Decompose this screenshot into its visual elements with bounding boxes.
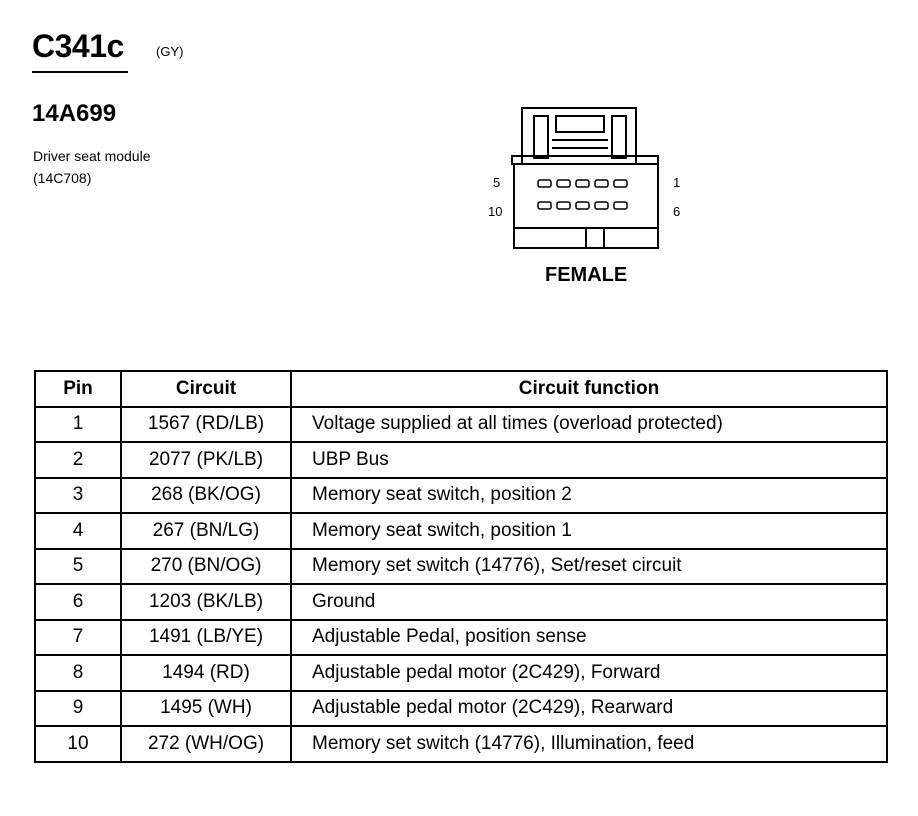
- connector-gender-label: FEMALE: [545, 264, 628, 286]
- circuit-code: 2077 (PK/LB): [121, 442, 291, 478]
- table-row: [35, 513, 887, 549]
- circuit-function: Memory set switch (14776), Set/reset circuit: [291, 549, 887, 585]
- connector-id: C341c: [32, 28, 124, 64]
- pin-number: 3: [35, 478, 121, 514]
- table-row: [35, 549, 887, 585]
- pin-number: 7: [35, 620, 121, 656]
- circuit-function: Adjustable Pedal, position sense: [291, 620, 887, 656]
- table-row: [35, 407, 887, 443]
- pin-label-10: 10: [488, 204, 503, 219]
- pin-number: 8: [35, 655, 121, 691]
- circuit-function: Memory seat switch, position 2: [291, 478, 887, 514]
- circuit-function: Adjustable pedal motor (2C429), Forward: [291, 655, 887, 691]
- connector-left-post: [534, 116, 548, 158]
- table-row: [35, 620, 887, 656]
- table-row: [35, 691, 887, 727]
- connector-face-diagram: [486, 100, 686, 260]
- pin-number: 4: [35, 513, 121, 549]
- pin-cavities: [538, 180, 627, 209]
- circuit-code: 1491 (LB/YE): [121, 620, 291, 656]
- circuit-code: 267 (BN/LG): [121, 513, 291, 549]
- pinout-table: [34, 370, 888, 763]
- header-circuit: Circuit: [121, 371, 291, 407]
- header-circuit-function: Circuit function: [291, 371, 887, 407]
- pin-number: 2: [35, 442, 121, 478]
- circuit-function: Voltage supplied at all times (overload protected): [291, 407, 887, 443]
- circuit-code: 1494 (RD): [121, 655, 291, 691]
- connector-right-post: [612, 116, 626, 158]
- connector-id-underline: [32, 71, 128, 73]
- table-header-row: [35, 371, 887, 407]
- pin-label-5: 5: [493, 175, 501, 190]
- circuit-code: 1567 (RD/LB): [121, 407, 291, 443]
- table-row: [35, 584, 887, 620]
- circuit-function: UBP Bus: [291, 442, 887, 478]
- pin-label-1: 1: [673, 175, 681, 190]
- circuit-function: Memory set switch (14776), Illumination, feed: [291, 726, 887, 762]
- circuit-function: Memory seat switch, position 1: [291, 513, 887, 549]
- circuit-code: 1203 (BK/LB): [121, 584, 291, 620]
- pin-label-6: 6: [673, 204, 681, 219]
- circuit-function: Ground: [291, 584, 887, 620]
- table-row: [35, 655, 887, 691]
- header-pin: Pin: [35, 371, 121, 407]
- pin-number: 9: [35, 691, 121, 727]
- table-row: [35, 478, 887, 514]
- pin-number: 5: [35, 549, 121, 585]
- circuit-code: 272 (WH/OG): [121, 726, 291, 762]
- module-part-number: (14C708): [33, 170, 92, 186]
- circuit-function: Adjustable pedal motor (2C429), Rearward: [291, 691, 887, 727]
- pin-number: 10: [35, 726, 121, 762]
- circuit-code: 1495 (WH): [121, 691, 291, 727]
- part-number: 14A699: [32, 100, 117, 127]
- connector-latch-tab: [556, 116, 604, 132]
- pin-number: 6: [35, 584, 121, 620]
- table-row: [35, 442, 887, 478]
- circuit-code: 270 (BN/OG): [121, 549, 291, 585]
- module-description: Driver seat module: [33, 148, 151, 164]
- table-row: [35, 726, 887, 762]
- connector-color-code: (GY): [156, 44, 184, 59]
- pin-number: 1: [35, 407, 121, 443]
- circuit-code: 268 (BK/OG): [121, 478, 291, 514]
